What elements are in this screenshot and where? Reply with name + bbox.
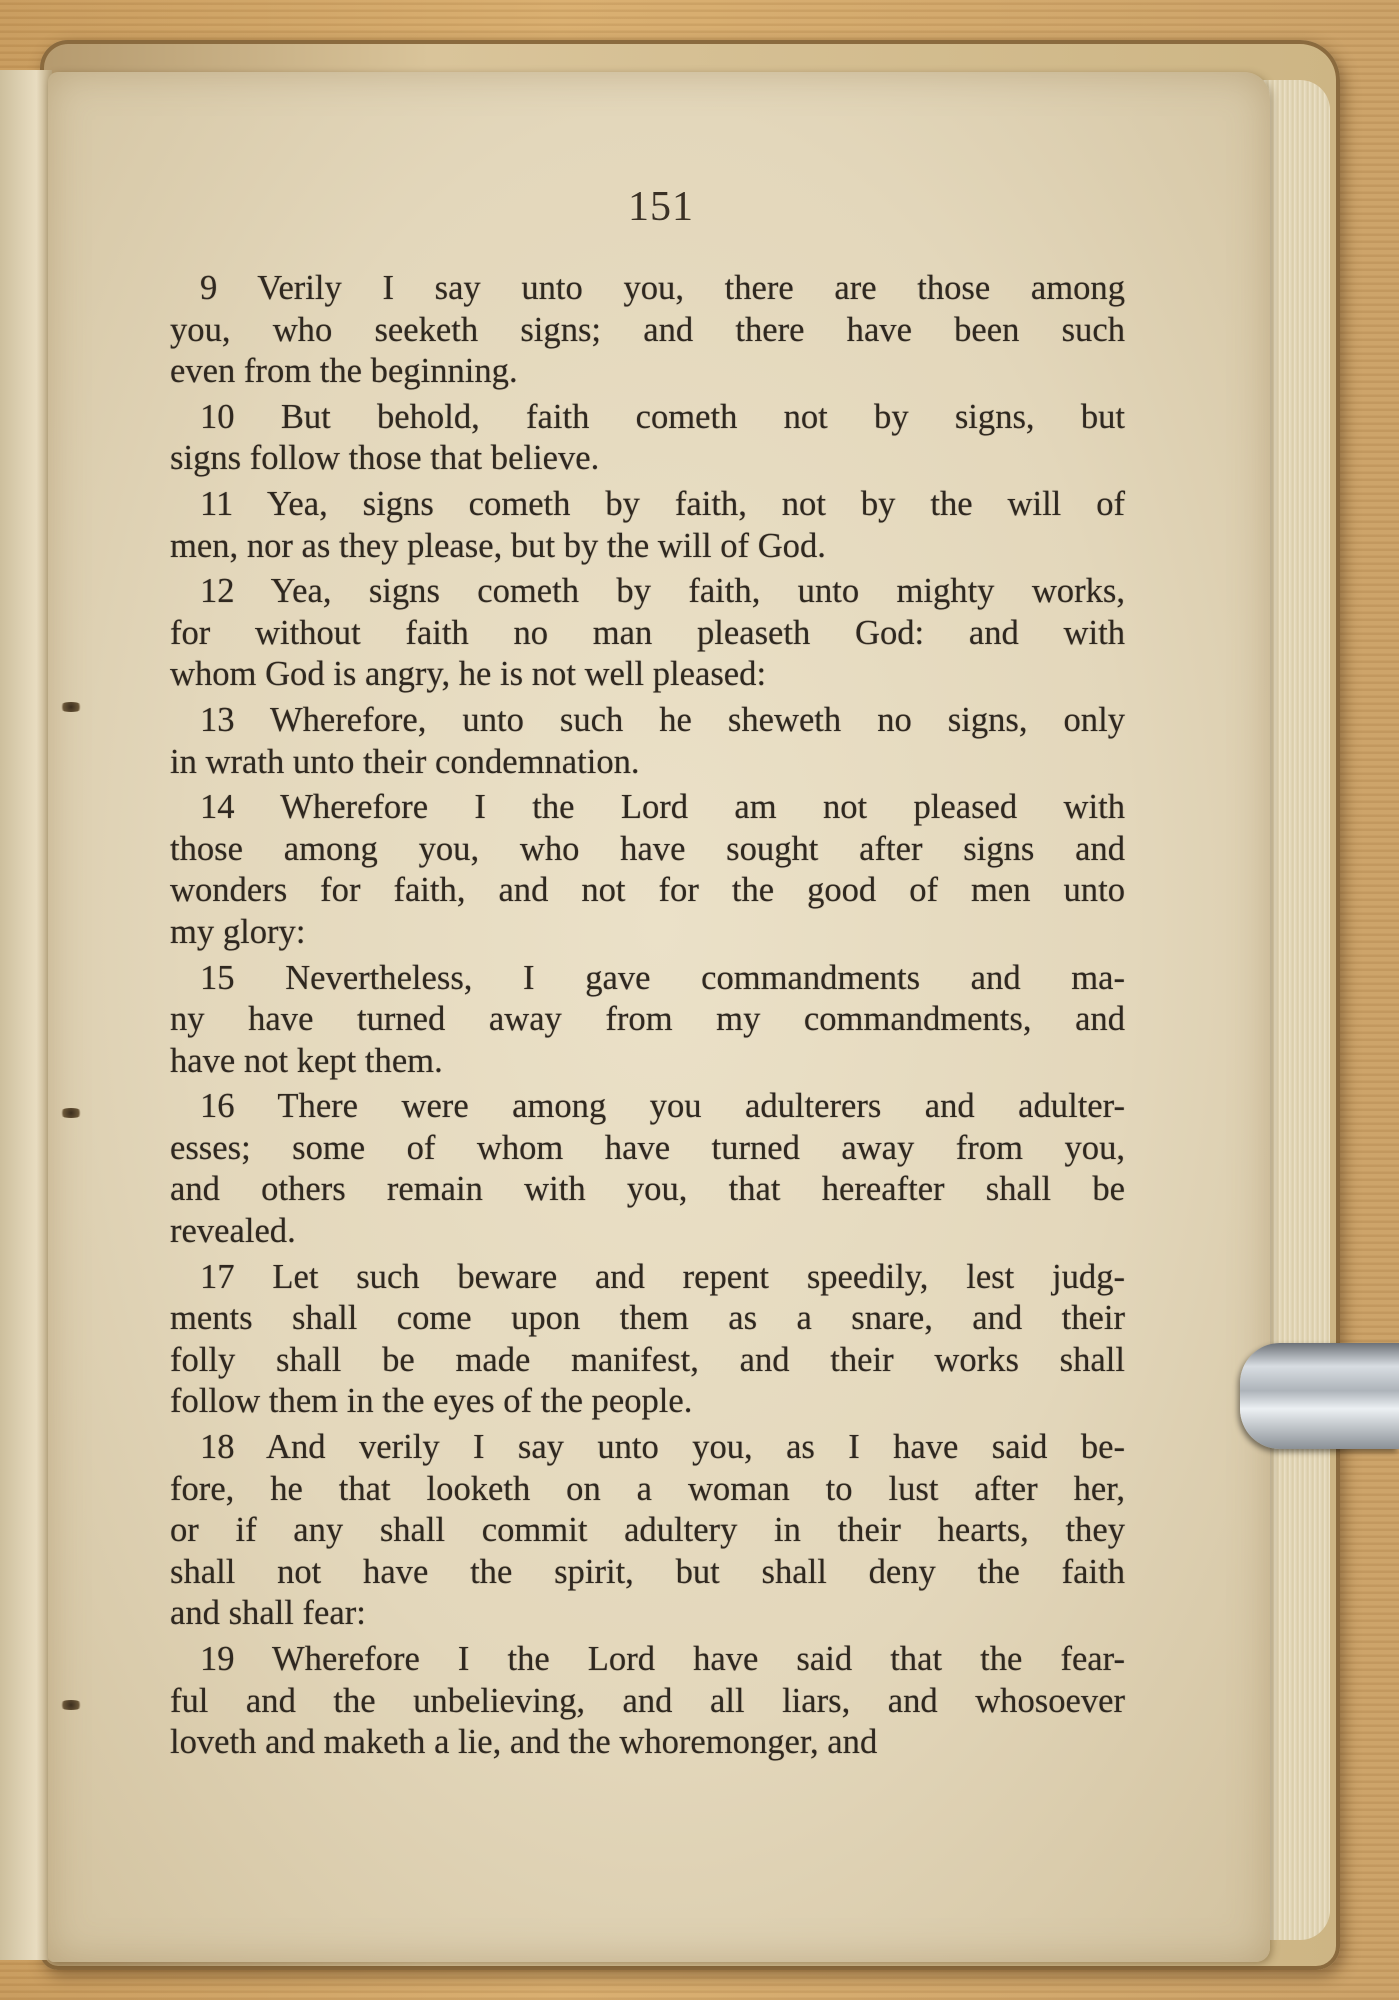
- verse: [170, 484, 1125, 567]
- verse: [170, 700, 1125, 783]
- text-line: wonders for faith, and not for the good of men unto: [170, 871, 1125, 910]
- verse: [170, 958, 1125, 1083]
- text-line: you, who seeketh signs; and there have been such: [170, 310, 1125, 349]
- text-line: whom God is angry, he is not well pleased:: [170, 655, 767, 694]
- verse: [170, 1639, 1125, 1764]
- text-line: ments shall come upon them as a snare, and their: [170, 1299, 1125, 1338]
- text-line: in wrath unto their condemnation.: [170, 742, 640, 781]
- verse: [170, 571, 1125, 696]
- text-line: 9 Verily I say unto you, there are those among: [200, 269, 1125, 307]
- binding-stitch: [58, 1108, 84, 1118]
- text-line: 13 Wherefore, unto such he sheweth no signs, only: [200, 700, 1125, 739]
- text-line: have not kept them.: [170, 1041, 443, 1080]
- text-line: loveth and maketh a lie, and the whoremonger, and: [170, 1723, 878, 1762]
- text-line: 16 There were among you adulterers and adulter-: [200, 1087, 1125, 1126]
- page-text: [170, 268, 1125, 1768]
- text-line: and shall fear:: [170, 1594, 366, 1633]
- text-line: 15 Nevertheless, I gave commandments and ma-: [200, 958, 1125, 997]
- text-line: or if any shall commit adultery in their hearts, they: [170, 1511, 1125, 1550]
- facing-page-edge: [0, 70, 52, 1960]
- text-line: my glory:: [170, 912, 306, 951]
- verse: [170, 1086, 1125, 1252]
- text-line: 19 Wherefore I the Lord have said that the fear-: [200, 1640, 1125, 1678]
- text-line: men, nor as they please, but by the will of God.: [170, 526, 826, 565]
- verse: [170, 1427, 1125, 1635]
- binding-stitch: [58, 1700, 84, 1710]
- metal-bookmark: [1240, 1343, 1399, 1449]
- text-line: fore, he that looketh on a woman to lust after her,: [170, 1469, 1125, 1508]
- text-line: 10 But behold, faith cometh not by signs, but: [200, 397, 1125, 436]
- binding-stitch: [58, 702, 84, 712]
- text-line: signs follow those that believe.: [170, 439, 600, 478]
- text-line: and others remain with you, that hereafter shall be: [170, 1170, 1125, 1209]
- text-line: folly shall be made manifest, and their works shall: [170, 1340, 1125, 1379]
- page-number: 151: [628, 184, 694, 230]
- text-line: 11 Yea, signs cometh by faith, not by the will of: [200, 484, 1125, 523]
- text-line: 14 Wherefore I the Lord am not pleased with: [200, 788, 1125, 827]
- text-line: revealed.: [170, 1212, 296, 1251]
- verse: [170, 787, 1125, 953]
- text-line: 18 And verily I say unto you, as I have said be-: [200, 1428, 1125, 1467]
- verse: [170, 1257, 1125, 1423]
- text-line: shall not have the spirit, but shall deny the faith: [170, 1552, 1125, 1591]
- text-line: for without faith no man pleaseth God: and with: [170, 613, 1125, 652]
- text-line: esses; some of whom have turned away from you,: [170, 1128, 1125, 1167]
- text-line: follow them in the eyes of the people.: [170, 1382, 693, 1421]
- verse: [170, 397, 1125, 480]
- text-line: those among you, who have sought after signs and: [170, 829, 1125, 868]
- verse: [170, 268, 1125, 393]
- text-line: even from the beginning.: [170, 352, 518, 391]
- text-line: 17 Let such beware and repent speedily, lest judg-: [200, 1257, 1125, 1296]
- text-line: ny have turned away from my commandments, and: [170, 1000, 1125, 1039]
- text-line: ful and the unbelieving, and all liars, and whosoever: [170, 1681, 1125, 1720]
- text-line: 12 Yea, signs cometh by faith, unto mighty works,: [200, 572, 1125, 611]
